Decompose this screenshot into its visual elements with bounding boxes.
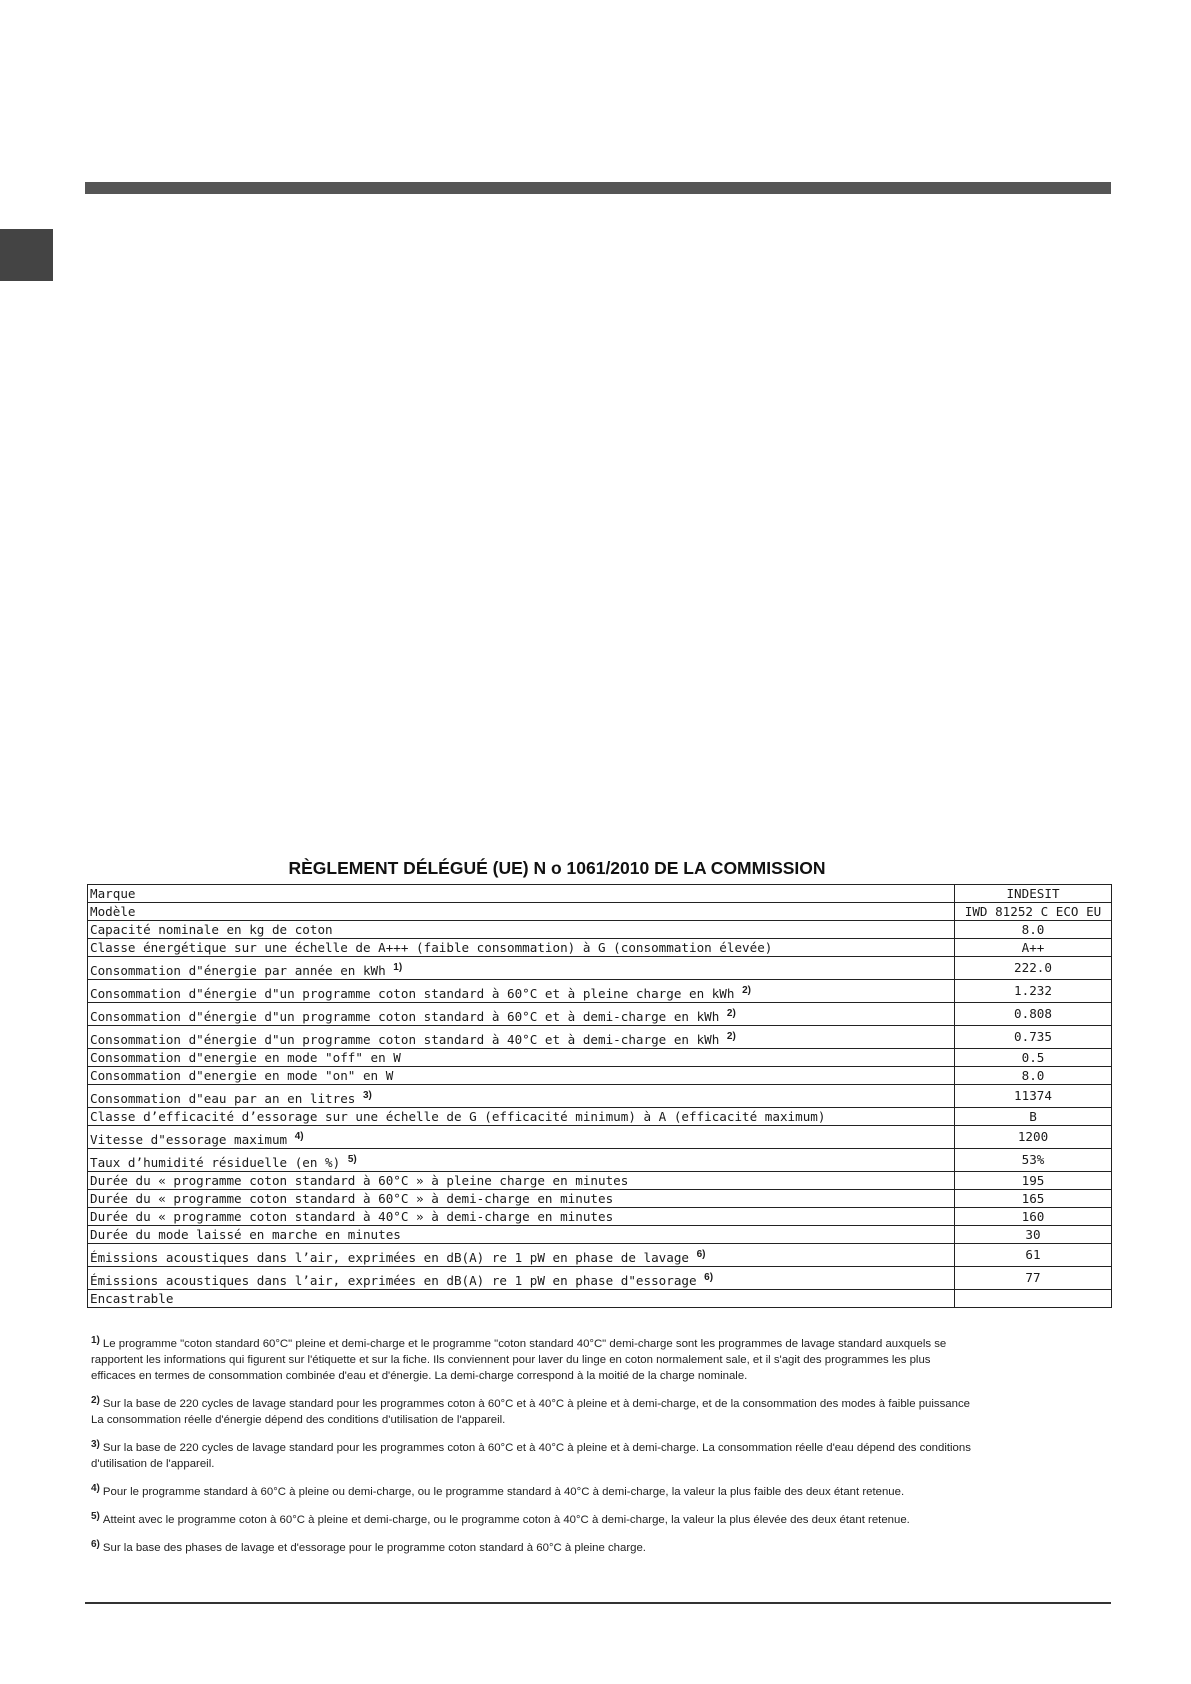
footnote-number: 1) — [91, 1335, 100, 1346]
row-label — [88, 1244, 955, 1267]
row-label-text: Émissions acoustiques dans l’air, exprimées en dB(A) re 1 pW en phase d"essorage — [90, 1273, 697, 1288]
row-label-text: Vitesse d"essorage maximum — [90, 1132, 288, 1147]
footnote-ref: 5) — [347, 1154, 357, 1165]
row-label-text: Classe énergétique sur une échelle de A+++ (faible consommation) à G (consommation élevée) — [90, 939, 773, 955]
table-row — [88, 1049, 1112, 1067]
footnote-ref: 2) — [726, 1031, 736, 1042]
row-value: 0.735 — [955, 1026, 1112, 1049]
table-row — [88, 1226, 1112, 1244]
row-value: IWD 81252 C ECO EU — [955, 903, 1112, 921]
table-row — [88, 1172, 1112, 1190]
footnote-number: 5) — [91, 1511, 100, 1522]
top-divider-bar — [85, 182, 1111, 194]
footnote — [91, 1396, 1111, 1428]
row-label — [88, 1149, 955, 1172]
table-row — [88, 885, 1112, 903]
row-value: 30 — [955, 1226, 1112, 1244]
footnote-text: Sur la base de 220 cycles de lavage standard pour les programmes coton à 60°C et à 40°C à pleine et à demi-charge. La consommation réelle d'eau dépend des conditions — [102, 1442, 971, 1454]
regulation-title: RÈGLEMENT DÉLÉGUÉ (UE) N o 1061/2010 DE LA COMMISSION — [288, 858, 826, 878]
row-value: 61 — [955, 1244, 1112, 1267]
row-label-text: Consommation d"eau par an en litres — [90, 1091, 356, 1106]
row-value: 11374 — [955, 1085, 1112, 1108]
table-row — [88, 1190, 1112, 1208]
row-label-text: Classe d’efficacité d’essorage sur une échelle de G (efficacité minimum) à A (efficacité maximum) — [90, 1108, 826, 1124]
footnote-ref: 1) — [393, 962, 403, 973]
row-label — [88, 903, 955, 921]
row-label-text: Consommation d"énergie par année en kWh — [90, 963, 386, 978]
footnote-line — [91, 1368, 1111, 1384]
table-row — [88, 1085, 1112, 1108]
table-row — [88, 1267, 1112, 1290]
row-label — [88, 1026, 955, 1049]
row-label — [88, 1003, 955, 1026]
row-value: 195 — [955, 1172, 1112, 1190]
footnotes — [91, 1336, 1111, 1568]
product-fiche-table — [87, 884, 1112, 1308]
footnote-text: rapportent les informations qui figurent sur l'étiquette et sur la fiche. Ils conviennent pour laver du linge en coton normalement sale, et il s'agit des programmes les plus — [91, 1354, 931, 1366]
bottom-rule — [85, 1602, 1111, 1604]
row-label-text: Durée du « programme coton standard à 60°C » à pleine charge en minutes — [90, 1172, 629, 1188]
footnote-ref: 3) — [362, 1090, 372, 1101]
row-label-text: Encastrable — [90, 1290, 174, 1306]
footnote-ref: 6) — [696, 1249, 706, 1260]
row-value: 0.808 — [955, 1003, 1112, 1026]
table-row — [88, 1149, 1112, 1172]
row-label — [88, 1190, 955, 1208]
table-row — [88, 939, 1112, 957]
footnote-line — [91, 1440, 1111, 1456]
row-label-text: Durée du « programme coton standard à 60°C » à demi-charge en minutes — [90, 1190, 614, 1206]
row-label-text: Consommation d"énergie d"un programme coton standard à 40°C et à demi-charge en kWh — [90, 1032, 720, 1047]
table-row — [88, 1208, 1112, 1226]
table-row — [88, 903, 1112, 921]
table-row — [88, 1003, 1112, 1026]
footnote — [91, 1484, 1111, 1500]
row-value: 77 — [955, 1267, 1112, 1290]
table-row — [88, 1026, 1112, 1049]
row-label — [88, 921, 955, 939]
footnote — [91, 1512, 1111, 1528]
footnote-line — [91, 1456, 1111, 1472]
footnote-text: efficaces en termes de consommation combinée d'eau et d'énergie. La demi-charge correspond à la moitié de la charge nominale. — [91, 1370, 748, 1382]
row-label — [88, 1067, 955, 1085]
footnote-line — [91, 1512, 1111, 1528]
row-label — [88, 1049, 955, 1067]
footnote-ref: 2) — [726, 1008, 736, 1019]
row-label — [88, 1172, 955, 1190]
footnote-text: Le programme "coton standard 60°C" pleine et demi-charge et le programme "coton standard 40°C" demi-charge sont les programmes de lavage standard auxquels se — [102, 1338, 947, 1350]
row-value: 222.0 — [955, 957, 1112, 980]
table-row — [88, 957, 1112, 980]
row-value: 160 — [955, 1208, 1112, 1226]
row-label — [88, 1085, 955, 1108]
footnote — [91, 1336, 1111, 1384]
row-value: INDESIT — [955, 885, 1112, 903]
footnote-text: Atteint avec le programme coton à 60°C à pleine et demi-charge, ou le programme coton à 40°C à demi-charge, la valeur la plus élevée des deux étant retenue. — [102, 1514, 910, 1526]
footnote-line — [91, 1412, 1111, 1428]
row-label — [88, 1267, 955, 1290]
row-value — [955, 1290, 1112, 1308]
row-label-text: Marque — [90, 885, 136, 901]
row-label — [88, 1108, 955, 1126]
footnote-number: 2) — [91, 1395, 100, 1406]
row-label-text: Durée du « programme coton standard à 40°C » à demi-charge en minutes — [90, 1208, 614, 1224]
footnote — [91, 1540, 1111, 1556]
footnote-line — [91, 1484, 1111, 1500]
footnote-line — [91, 1352, 1111, 1368]
row-value: 1.232 — [955, 980, 1112, 1003]
row-label — [88, 1290, 955, 1308]
footnote-ref: 2) — [742, 985, 751, 996]
table-row — [88, 1290, 1112, 1308]
footnote-line — [91, 1540, 1111, 1556]
row-value: A++ — [955, 939, 1112, 957]
row-label-text: Modèle — [90, 903, 136, 919]
row-label — [88, 957, 955, 980]
row-label-text: Consommation d"énergie d"un programme coton standard à 60°C et à pleine charge en kWh — [90, 986, 735, 1001]
table-row — [88, 921, 1112, 939]
row-value: 53% — [955, 1149, 1112, 1172]
row-value: 165 — [955, 1190, 1112, 1208]
row-label-text: Consommation d"énergie d"un programme coton standard à 60°C et à demi-charge en kWh — [90, 1009, 720, 1024]
footnote-text: Pour le programme standard à 60°C à pleine ou demi-charge, ou le programme standard à 40°C à demi-charge, la valeur la plus faible des deux étant retenue. — [102, 1486, 905, 1498]
row-value: B — [955, 1108, 1112, 1126]
row-label-text: Consommation d"energie en mode "off" en W — [90, 1049, 401, 1065]
row-label-text: Durée du mode laissé en marche en minutes — [90, 1226, 401, 1242]
row-label — [88, 885, 955, 903]
row-value: 1200 — [955, 1126, 1112, 1149]
footnote-line — [91, 1336, 1111, 1352]
row-label-text: Émissions acoustiques dans l’air, exprimées en dB(A) re 1 pW en phase de lavage — [90, 1250, 689, 1265]
footnote-line — [91, 1396, 1111, 1412]
table-row — [88, 980, 1112, 1003]
table-row — [88, 1244, 1112, 1267]
footnote-number: 6) — [91, 1539, 100, 1550]
footnote-ref: 4) — [294, 1131, 304, 1142]
footnote-number: 3) — [91, 1439, 100, 1450]
table-row — [88, 1108, 1112, 1126]
footnote-text: d'utilisation de l'appareil. — [91, 1458, 215, 1470]
row-label — [88, 939, 955, 957]
row-label-text: Taux d’humidité résiduelle (en %) — [90, 1155, 341, 1170]
row-value: 0.5 — [955, 1049, 1112, 1067]
row-label-text: Consommation d"energie en mode "on" en W — [90, 1067, 394, 1083]
footnote-text: Sur la base de 220 cycles de lavage standard pour les programmes coton à 60°C et à 40°C à pleine et à demi-charge, et de la consommation des modes à faible puissance — [102, 1398, 970, 1410]
page-side-tab — [0, 229, 53, 281]
row-value: 8.0 — [955, 921, 1112, 939]
row-label — [88, 1226, 955, 1244]
footnote-text: Sur la base des phases de lavage et d'essorage pour le programme coton standard à 60°C à pleine charge. — [102, 1542, 646, 1554]
table-row — [88, 1067, 1112, 1085]
row-label — [88, 980, 955, 1003]
row-label-text: Capacité nominale en kg de coton — [90, 921, 333, 937]
table-row — [88, 1126, 1112, 1149]
footnote-number: 4) — [91, 1483, 100, 1494]
footnote-text: La consommation réelle d'énergie dépend des conditions d'utilisation de l'appareil. — [91, 1414, 506, 1426]
row-label — [88, 1126, 955, 1149]
footnote-ref: 6) — [704, 1272, 714, 1283]
footnote — [91, 1440, 1111, 1472]
row-value: 8.0 — [955, 1067, 1112, 1085]
row-label — [88, 1208, 955, 1226]
